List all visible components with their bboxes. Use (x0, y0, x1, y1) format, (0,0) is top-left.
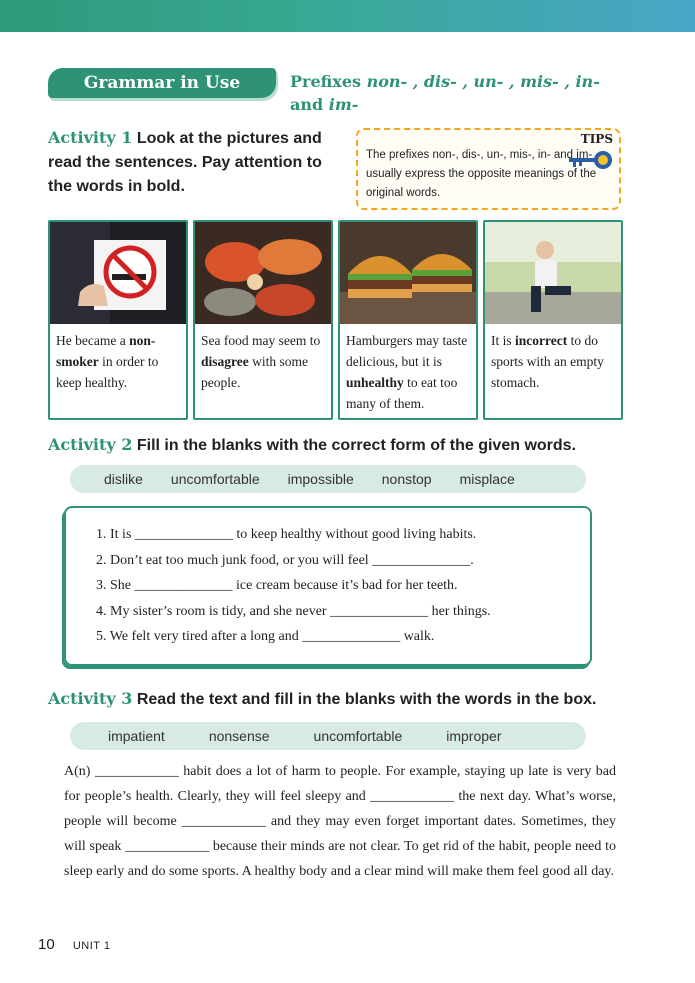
activity2-heading (48, 435, 576, 455)
tips-text: The prefixes non-, dis-, un-, mis-, in- and im- usually express the opposite meanings of the original words. (366, 149, 597, 199)
caption-bold: non-smoker (56, 333, 156, 369)
word-option: uncomfortable (170, 471, 260, 487)
activity1-label: Activity 1 (48, 128, 133, 147)
woman-stomach-ache-icon (485, 222, 621, 324)
word-option: improper (446, 728, 502, 744)
hamburger-icon (340, 222, 476, 324)
picture-caption (201, 330, 327, 393)
title-last-prefix: im- (328, 95, 359, 114)
picture-caption (346, 330, 472, 414)
caption-bold: unhealthy (346, 375, 404, 390)
title-and: and (290, 95, 329, 114)
word-option: impossible (287, 471, 354, 487)
activity2-exercise-box (64, 506, 592, 666)
activity2-word-box (70, 465, 586, 493)
seafood-image (195, 222, 331, 324)
caption-text: It is (491, 333, 516, 348)
word-option: nonstop (381, 471, 432, 487)
top-banner (0, 0, 695, 32)
picture-caption (56, 330, 182, 393)
activity3-heading (48, 689, 596, 709)
picture-card (48, 220, 188, 420)
exercise-item: 1. It is ______________ to keep healthy without good living habits. (96, 527, 477, 542)
caption-text: with some people. (201, 354, 308, 390)
word-option: nonsense (208, 728, 270, 744)
caption-text: Sea food may seem to (201, 333, 321, 348)
stomach-ache-image (485, 222, 621, 324)
seafood-icon (195, 222, 331, 324)
page-title (290, 70, 620, 116)
activity3-word-box (70, 722, 586, 750)
exercise-item: 2. Don’t eat too much junk food, or you will feel ______________. (96, 552, 474, 568)
exercise-list (96, 522, 491, 650)
caption-bold: incorrect (515, 333, 568, 348)
page-footer (38, 936, 111, 953)
section-tab-label: Grammar in Use (83, 73, 241, 93)
activity3-instruction: Read the text and fill in the blanks with the words in the box. (136, 691, 597, 708)
picture-card (193, 220, 333, 420)
section-tab (48, 68, 276, 98)
caption-text: to do sports with an empty stomach. (491, 333, 604, 390)
tips-box (356, 128, 621, 210)
tips-title: TIPS (580, 132, 613, 146)
hamburger-image (340, 222, 476, 324)
activity2-label: Activity 2 (48, 435, 133, 454)
word-option: misplace (459, 471, 515, 487)
caption-text: Hamburgers may taste delicious, but it is (346, 333, 468, 369)
activity2-instruction: Fill in the blanks with the correct form of the given words. (136, 437, 577, 454)
caption-bold: disagree (201, 354, 249, 369)
exercise-item: 5. We felt very tired after a long and ______________ walk. (96, 629, 435, 644)
picture-card (483, 220, 623, 420)
activity3-passage: A(n) ____________ habit does a lot of harm to people. For example, staying up late is very bad for people’s health. Clearly, they will feel sleepy and ____________ the next day. What’s worse, people will become ____________ and they may even forget important dates. Sometimes, they will speak ____________ because their minds are not clear. To get rid of the habit, people need to sleep early and do some sports. A healthy body and a clear mind will make them feel good all day. (64, 764, 616, 879)
unit-label: UNIT 1 (72, 940, 111, 952)
no-smoking-image (50, 222, 186, 324)
picture-card (338, 220, 478, 420)
caption-text: to eat too many of them. (346, 375, 458, 411)
word-option: dislike (104, 471, 143, 487)
title-prefixes: non- , dis- , un- , mis- , in- (366, 72, 600, 91)
page-number: 10 (38, 936, 55, 953)
word-option: uncomfortable (313, 728, 403, 744)
exercise-item: 3. She ______________ ice cream because it’s bad for her teeth. (96, 578, 458, 593)
title-text: Prefixes (290, 72, 367, 91)
activity3-label: Activity 3 (48, 689, 133, 708)
word-option: impatient (108, 728, 165, 744)
exercise-item: 4. My sister’s room is tidy, and she never ______________ her things. (96, 603, 491, 619)
no-smoking-icon (50, 222, 186, 324)
caption-text: He became a (56, 333, 130, 348)
caption-text: in order to keep healthy. (56, 354, 159, 390)
activity1-instruction: Look at the pictures and read the sentences. Pay attention to the words in bold. (48, 130, 322, 195)
picture-caption (491, 330, 617, 393)
activity1-heading (48, 126, 348, 199)
